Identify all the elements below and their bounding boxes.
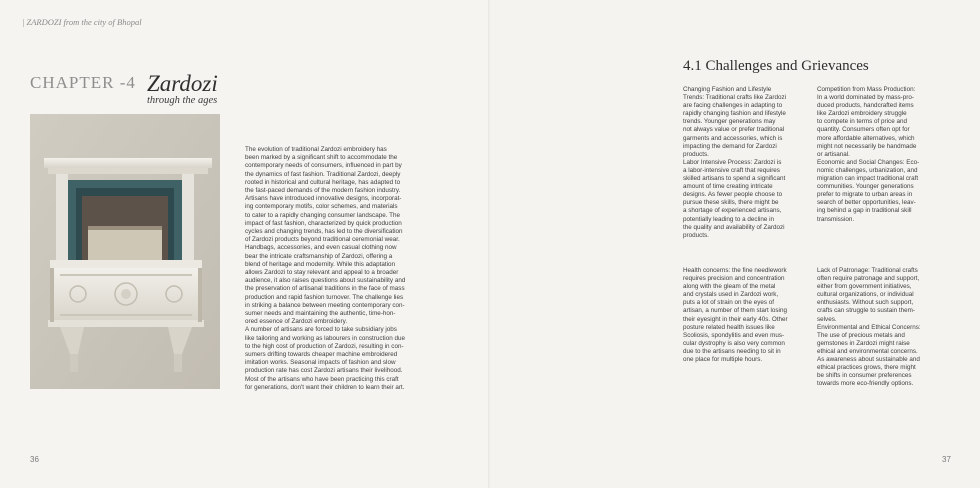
section-heading: 4.1 Challenges and Grievances: [683, 58, 869, 74]
chapter-body-text: The evolution of traditional Zardozi embroidery has been marked by a significant shift to accommodate the contemporary needs of consumers, influenced in part by the dynamics of fast fashion. Traditional Zardozi, deeply rooted in historical and cultural heritage, has adapted to the fast-paced demands of the modern fashion industry. Artisans have introduced innovative designs, incorporat- ing contemporary motifs, color schemes, and materials to cater to a rapidly changing consumer landscape. The impact of fast fashion, characterized by quick production cycles and changing trends, has led to the diversification of Zardozi products beyond traditional ceremonial wear. Handbags, accessories, and even casual clothing now bear the intricate craftsmanship of Zardozi, offering a blend of heritage and modernity. While this adaptation allows Zardozi to stay relevant and appeal to a broader audience, it also raises questions about sustainability and the preservation of artisanal traditions in the face of mass production and rapid fashion turnover. The challenge lies in striking a balance between meeting contemporary con- sumer needs and maintaining the authentic, time-hon- ored essence of Zardozi embroidery. A number of artisans are forced to take subsidiary jobs like tailoring and working as labourers in construction due to the high cost of production of Zardozi, resulting in con- sumers drifting towards cheaper machine embroidered imitation works. Seasonal impacts of fashion and slow production rate has cost Zardozi artisans their livelihood. Most of the artisans who have been practicing this craft for generations, don't want their children to learn their art.: [245, 146, 406, 391]
column-right-bottom: Lack of Patronage: Traditional crafts often require patronage and support, either from government initiatives, cultural organizations, or individual enthusiasts. Without such support, crafts can struggle to sustain them- selves. Environmental and Ethical Concerns: The use of precious metals and gemstones in Zardozi might raise ethical and environmental concerns. As awareness about sustainable and ethical practices grows, there might be shifts in consumer preferences towards more eco-friendly options.: [817, 267, 921, 388]
column-right-top: Competition from Mass Production: In a world dominated by mass-pro- duced products, handcrafted items like Zardozi embroidery struggle to compete in terms of price and quantity. Consumers often opt for more affordable alternatives, which might not necessarily be handmade or artisanal. Economic and Social Changes: Eco- nomic challenges, urbanization, and migration can impact traditional craft communities. Younger generations prefer to migrate to urban areas in search of better opportunities, leav- ing behind a gap in traditional skill transmission.: [817, 86, 920, 223]
ornate-balcony-photo: [30, 114, 220, 389]
chapter-title: Zardozi: [147, 71, 218, 96]
page-number-left: 36: [30, 455, 39, 464]
chapter-label: CHAPTER -4: [30, 73, 136, 92]
page-number-right: 37: [942, 455, 951, 464]
running-header: | ZARDOZI from the city of Bhopal: [22, 17, 142, 27]
column-left-top: Changing Fashion and Lifestyle Trends: Traditional crafts like Zardozi are facing challenges in adapting to rapidly changing fashion and lifestyle trends. Younger generations may not always value or prefer traditional garments and accessories, which is impacting the demand for Zardozi products. Labor Intensive Process: Zardozi is a labor-intensive craft that requires skilled artisans to spend a significant amount of time creating intricate designs. As fewer people choose to pursue these skills, there might be a shortage of experienced artisans, potentially leading to a decline in the quality and availability of Zardozi products.: [683, 86, 787, 239]
column-left-bottom: Health concerns: the fine needlework requires precision and concentration along with the gleam of the metal and crystals used in Zardozi work, puts a lot of strain on the eyes of artisan, a number of them start losing their eyesight in their early 40s. Other posture related health issues like Scoliosis, spondylitis and even mus- cular dystrophy is also very common due to the artisans needing to sit in one place for multiple hours.: [683, 267, 788, 364]
chapter-subtitle: through the ages: [147, 95, 218, 106]
